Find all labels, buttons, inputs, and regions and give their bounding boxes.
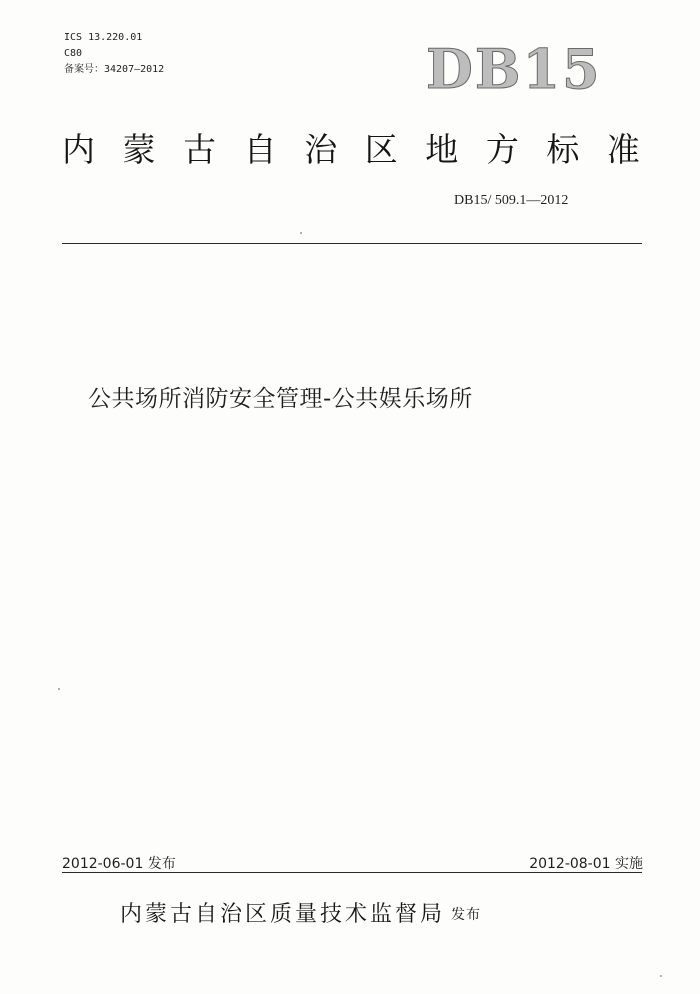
scan-speck xyxy=(58,688,60,690)
heading-char: 古 xyxy=(183,130,217,169)
heading-char: 自 xyxy=(243,130,277,169)
heading-char: 治 xyxy=(304,130,338,169)
heading-char: 地 xyxy=(425,130,459,169)
db-logo: DB15 xyxy=(426,37,602,101)
document-title: 公共场所消防安全管理-公共娱乐场所 xyxy=(88,386,473,412)
issuer-line xyxy=(120,897,481,928)
class-code: C80 xyxy=(64,48,83,59)
heading-char: 区 xyxy=(364,130,398,169)
heading-char: 标 xyxy=(546,130,580,169)
bottom-divider xyxy=(62,872,642,873)
ics-code: ICS 13.220.01 xyxy=(64,32,143,43)
standard-code: DB15/ 509.1—2012 xyxy=(454,193,569,208)
heading-char: 准 xyxy=(606,130,640,169)
scan-speck xyxy=(300,232,302,234)
classification-block xyxy=(64,30,164,78)
heading-char: 内 xyxy=(62,130,95,169)
record-number: 备案号：34207—2012 xyxy=(64,64,165,75)
standard-type-heading xyxy=(62,128,640,172)
scan-speck xyxy=(660,975,662,977)
publish-date: 2012-06-01 发布 xyxy=(62,856,176,872)
issuer-name: 内蒙古自治区质量技术监督局 xyxy=(120,902,446,927)
heading-char: 蒙 xyxy=(122,130,156,169)
heading-char: 方 xyxy=(485,130,519,169)
issuer-suffix: 发布 xyxy=(451,907,482,923)
top-divider xyxy=(62,243,642,244)
effective-date: 2012-08-01 实施 xyxy=(529,856,643,872)
